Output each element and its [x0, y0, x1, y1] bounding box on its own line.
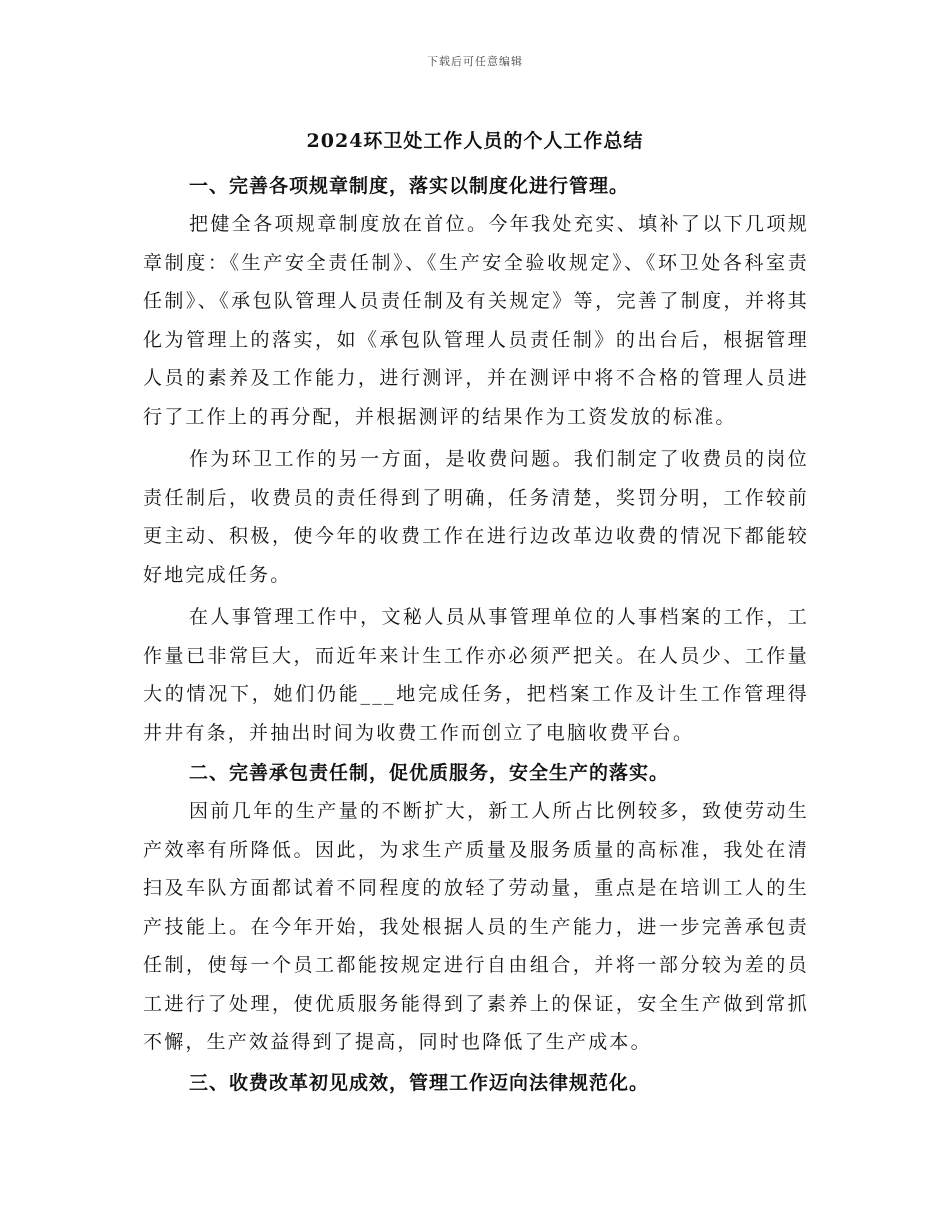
page-header-note: 下载后可任意编辑	[427, 55, 523, 68]
section-2-heading: 二、完善承包责任制，促优质服务，安全生产的落实。	[189, 762, 670, 784]
section-2-paragraph-1: 因前几年的生产量的不断扩大，新工人所占比例较多，致使劳动生产效率有所降低。因此，为求生产质量及服务质量的高标准，我处在清扫及车队方面都试着不同程度的放轻了劳动量，重点是在培训工人的生产技能上。在今年开始，我处根据人员的生产能力，进一步完善承包责任制，使每一个员工都能按规定进行自由组合，并将一部分较为差的员工进行了处理，使优质服务能得到了素养上的保证，安全生产做到常抓不懈，生产效益得到了提高，同时也降低了生产成本。	[143, 800, 809, 1053]
section-1-heading: 一、完善各项规章制度，落实以制度化进行管理。	[189, 175, 630, 197]
section-3-heading: 三、收费改革初见成效，管理工作迈向法律规范化。	[189, 1071, 650, 1094]
document-title: 2024环卫处工作人员的个人工作总结	[306, 130, 644, 152]
section-1-paragraph-2: 作为环卫工作的另一方面，是收费问题。我们制定了收费员的岗位责任制后，收费员的责任得到了明确，任务清楚，奖罚分明，工作较前更主动、积极，使今年的收费工作在进行边改革边收费的情况下都能较好地完成任务。	[143, 448, 809, 586]
section-1-paragraph-1: 把健全各项规章制度放在首位。今年我处充实、填补了以下几项规章制度：《生产安全责任制》、《生产安全验收规定》、《环卫处各科室责任制》、《承包队管理人员责任制及有关规定》等，完善了制度，并将其化为管理上的落实，如《承包队管理人员责任制》的出台后，根据管理人员的素养及工作能力，进行测评，并在测评中将不合格的管理人员进行了工作上的再分配，并根据测评的结果作为工资发放的标准。	[143, 213, 809, 428]
document-body	[143, 167, 809, 1102]
section-1-paragraph-3: 在人事管理工作中，文秘人员从事管理单位的人事档案的工作，工作量已非常巨大，而近年来计生工作亦必须严把关。在人员少、工作量大的情况下，她们仍能___地完成任务，把档案工作及计生工作管理得井井有条，并抽出时间为收费工作而创立了电脑收费平台。	[143, 606, 809, 744]
